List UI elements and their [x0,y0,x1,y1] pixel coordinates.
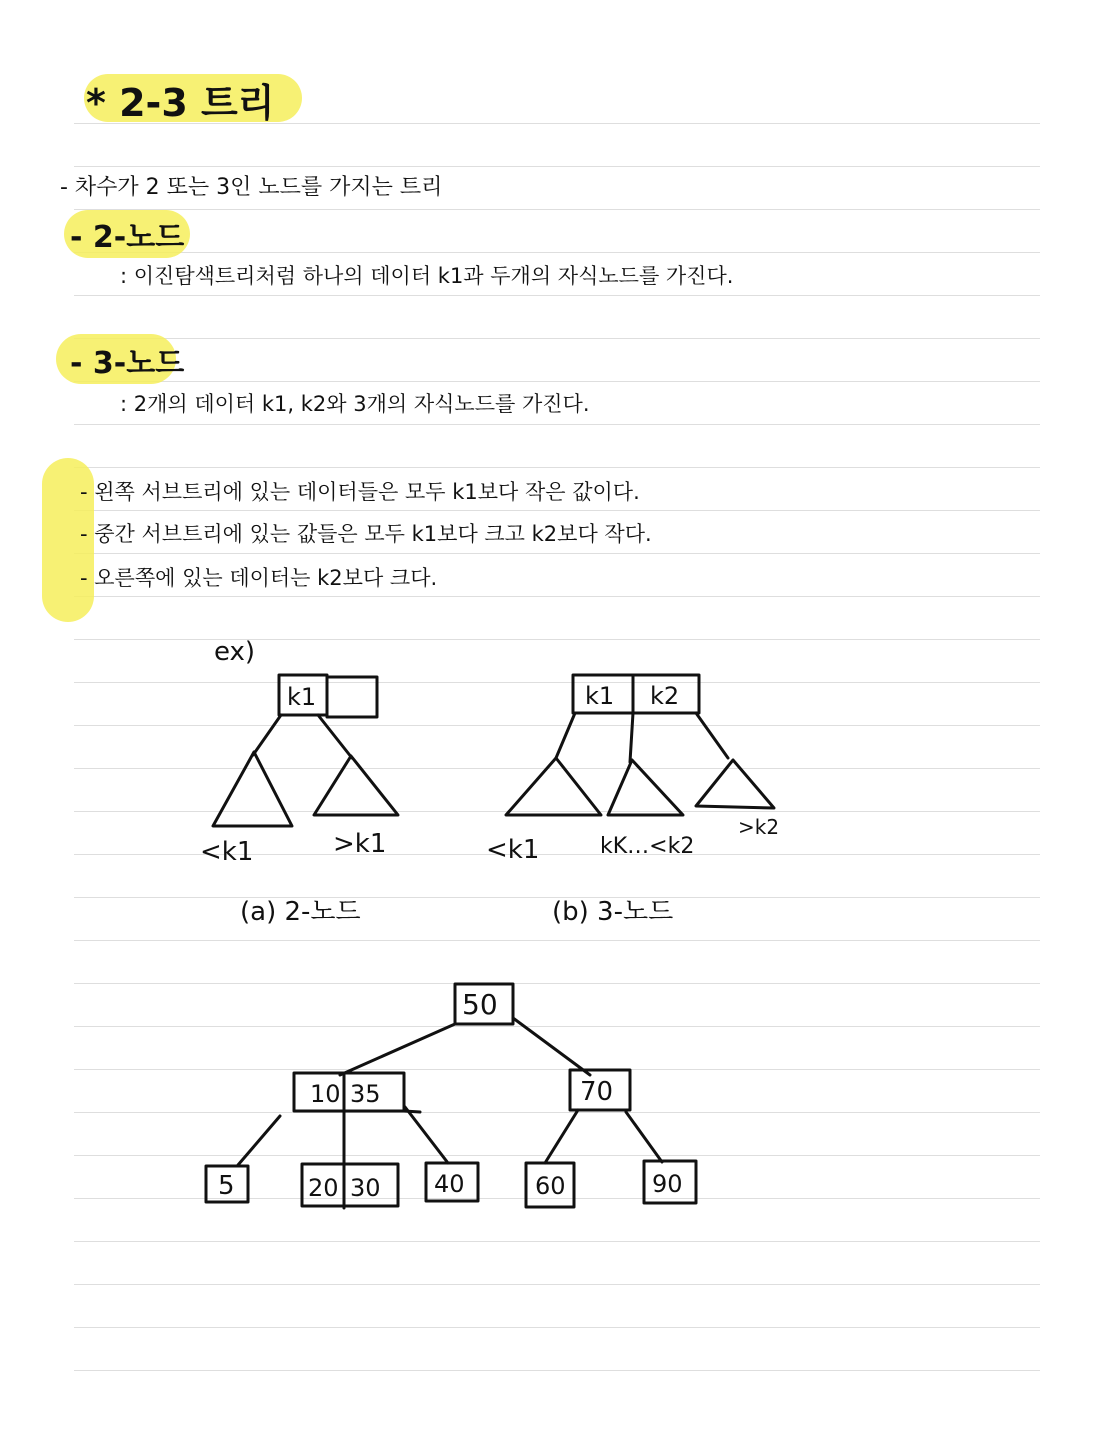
diagram-a-right-subtree [314,756,398,815]
diagram-b-3-node [506,675,774,815]
diagram-b-right-subtree [696,760,774,808]
rule-middle-subtree: - 중간 서브트리에 있는 값들은 모두 k1보다 크고 k2보다 작다. [80,522,652,546]
tree-edge [340,1024,455,1075]
diagram-a-left-label: <k1 [200,837,254,867]
diagram-b-right-edge [696,713,728,758]
diagram-b-caption: (b) 3-노드 [552,897,674,927]
diagram-a-right-edge [318,715,352,758]
tree-edge [238,1116,280,1165]
rule-right-subtree: - 오른쪽에 있는 데이터는 k2보다 크다. [80,566,438,590]
tree-leaf-key-60: 60 [535,1172,566,1200]
tree-leaf-key-30: 30 [350,1174,381,1202]
diagram-a-empty-cell [327,677,377,717]
diagram-a-left-subtree [213,752,292,826]
diagram-a-left-edge [253,715,281,755]
rule-left-subtree: - 왼쪽 서브트리에 있는 데이터들은 모두 k1보다 작은 값이다. [80,480,640,504]
diagram-b-right-label: >k2 [738,815,780,839]
diagram-b-middle-edge [630,713,633,762]
tree-leaf-key-5: 5 [218,1171,235,1201]
diagram-b-middle-subtree [608,760,683,815]
tree-edge [545,1110,578,1163]
tree-key-70: 70 [580,1077,614,1107]
two-node-heading: - 2-노드 [70,220,185,255]
page-title: * 2-3 트리 [86,81,275,125]
diagram-b-key2: k2 [650,682,680,710]
diagram-b-left-subtree [506,758,601,815]
tree-leaf-key-40: 40 [434,1170,465,1198]
diagram-a-caption: (a) 2-노드 [240,897,361,927]
three-node-description: : 2개의 데이터 k1, k2와 3개의 자식노드를 가진다. [120,392,590,416]
diagram-a-key: k1 [287,683,317,711]
tree-edge [513,1018,590,1075]
tree-leaf-key-20: 20 [308,1174,339,1202]
tree-edge [405,1107,448,1163]
diagram-a-right-label: >k1 [333,829,387,859]
diagram-b-middle-label: kK…<k2 [600,834,695,859]
diagram-b-left-edge [556,713,575,758]
two-node-description: : 이진탐색트리처럼 하나의 데이터 k1과 두개의 자식노드를 가진다. [120,264,734,288]
three-node-heading: - 3-노드 [70,346,185,381]
tree-key-35: 35 [350,1080,381,1108]
definition-text: - 차수가 2 또는 3인 노드를 가지는 트리 [60,175,443,200]
diagram-b-key1: k1 [585,682,615,710]
tree-key-10: 10 [310,1080,341,1108]
tree-root-key: 50 [462,988,498,1021]
diagram-b-left-label: <k1 [486,835,540,865]
tree-edge [626,1112,662,1162]
tree-leaf-key-90: 90 [652,1170,683,1198]
example-label: ex) [214,637,256,667]
